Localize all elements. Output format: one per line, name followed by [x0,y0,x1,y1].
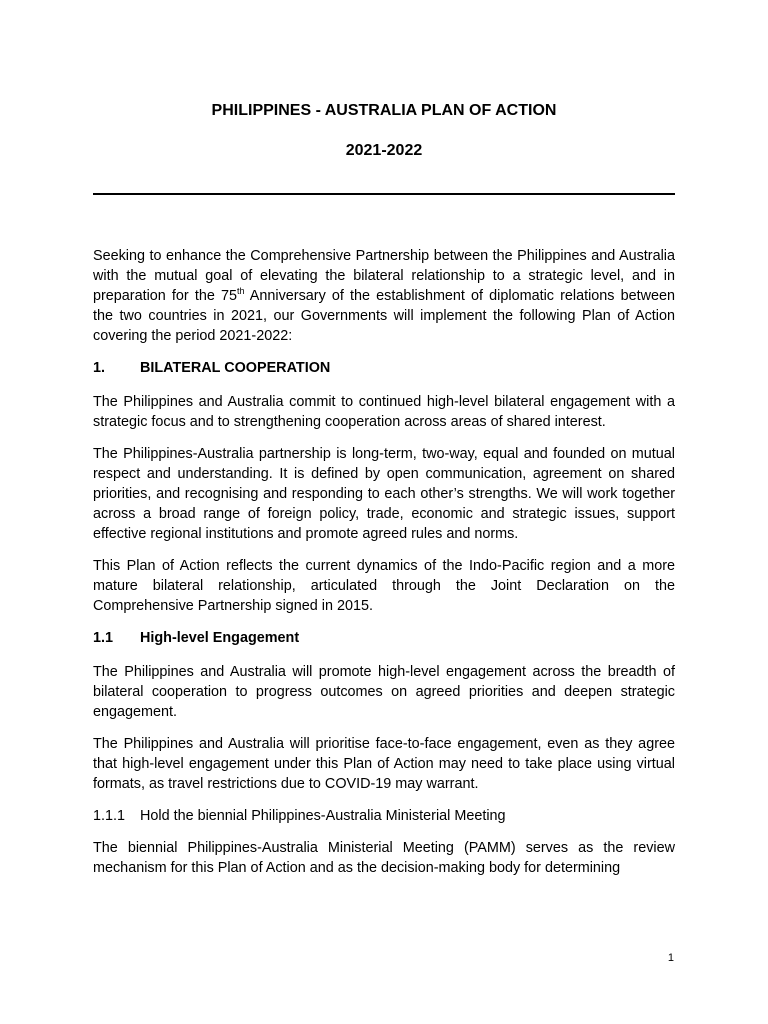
intro-paragraph [93,246,675,346]
intro-superscript: th [236,286,245,297]
document-title: PHILIPPINES - AUSTRALIA PLAN OF ACTION [211,102,557,119]
document-body [93,246,675,890]
body-paragraph: This Plan of Action reflects the current dynamics of the Indo-Pacific region and a more mature bilateral relationship, articulated through the Joint Declaration on the Comprehensive Partnership signed in 2015. [93,558,675,614]
body-paragraph: The Philippines-Australia partnership is long-term, two-way, equal and founded on mutual respect and understanding. It is defined by open communication, agreement on shared priorities, and recognising and responding to each other’s strengths. We will work together across a broad range of foreign policy, trade, economic and strategic issues, support effective regional institutions and promote agreed rules and norms. [93,446,675,542]
document-subtitle: 2021-2022 [345,142,423,159]
body-paragraph: The Philippines and Australia commit to continued high-level bilateral engagement with a strategic focus and to strengthening cooperation across areas of shared interest. [93,394,675,430]
section-title: Hold the biennial Philippines-Australia Ministerial Meeting [140,808,506,824]
body-paragraph: The biennial Philippines-Australia Ministerial Meeting (PAMM) serves as the review mechanism for this Plan of Action and as the decision-making body for determining [93,840,675,876]
page-number: 1 [667,952,674,964]
section-1-1-1-heading [93,806,675,826]
section-number: 1.1.1 [93,808,126,824]
section-1-1-heading [93,628,675,648]
body-paragraph: The Philippines and Australia will prioritise face-to-face engagement, even as they agree that high-level engagement under this Plan of Action may need to take place using virtual formats, as travel restrictions due to COVID-19 may warrant. [93,736,675,792]
section-1-heading [93,358,675,378]
title-divider [93,193,675,195]
section-number: 1. [93,360,106,376]
section-title: BILATERAL COOPERATION [140,360,331,376]
intro-text-part2: Anniversary of the establishment of diplomatic relations between the two countries in 2021, our Governments will implement the following Plan of Action covering the period 2021-2022: [93,288,675,344]
section-number: 1.1 [93,630,114,646]
section-title: High-level Engagement [140,630,300,646]
body-paragraph: The Philippines and Australia will promote high-level engagement across the breadth of bilateral cooperation to progress outcomes on agreed priorities and deepen strategic engagement. [93,664,675,720]
intro-text-part1: Seeking to enhance the Comprehensive Partnership between the Philippines and Australia with the mutual goal of elevating the bilateral relationship to a strategic level, and in preparation for the 75 [93,248,675,304]
